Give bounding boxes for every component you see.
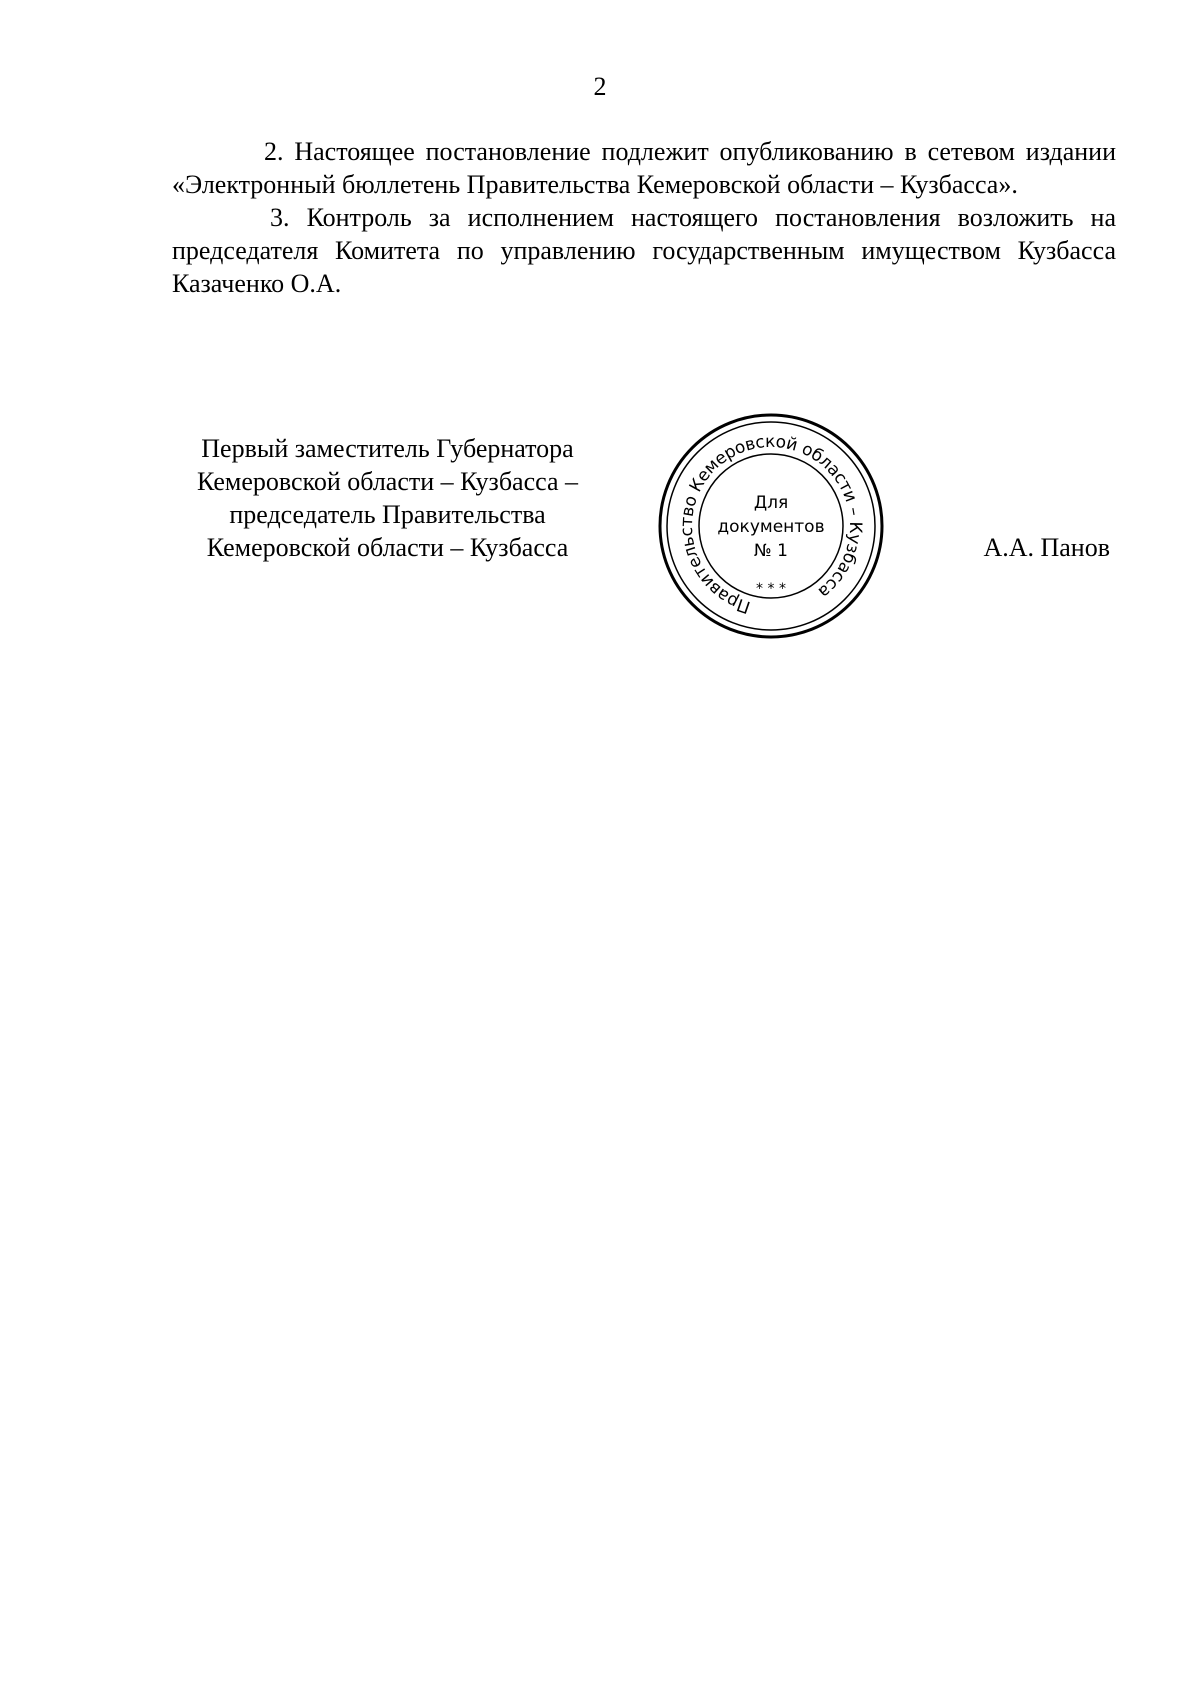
- seal-graphic: [654, 410, 888, 642]
- page-number: 2: [593, 72, 607, 101]
- seal-center-line: № 1: [754, 541, 788, 561]
- document-body: [172, 135, 1116, 300]
- official-seal: [654, 410, 888, 642]
- seal-stars: * * *: [756, 581, 786, 597]
- signatory-position-line: председатель Правительства: [229, 500, 546, 529]
- signatory-position-line: Кемеровской области – Кузбасса –: [196, 467, 579, 496]
- seal-ring-text: Правительство Кемеровской области – Кузбасса: [676, 431, 866, 617]
- paragraph-2: 2. Настоящее постановление подлежит опубликованию в сетевом издании «Электронный бюллетень Правительства Кемеровской области – Кузбасса».: [172, 137, 1116, 199]
- signatory-position-line: Первый заместитель Губернатора: [201, 434, 574, 463]
- signatory-position: [160, 432, 615, 564]
- seal-center-line: документов: [717, 517, 825, 537]
- signatory-name: А.А. Панов: [983, 533, 1110, 562]
- signatory-position-line: Кемеровской области – Кузбасса: [206, 533, 569, 562]
- paragraph-3: 3. Контроль за исполнением настоящего постановления возложить на председателя Комитета по управлению государственным имуществом Кузбасса Казаченко О.А.: [172, 203, 1116, 298]
- seal-center-line: Для: [753, 493, 789, 513]
